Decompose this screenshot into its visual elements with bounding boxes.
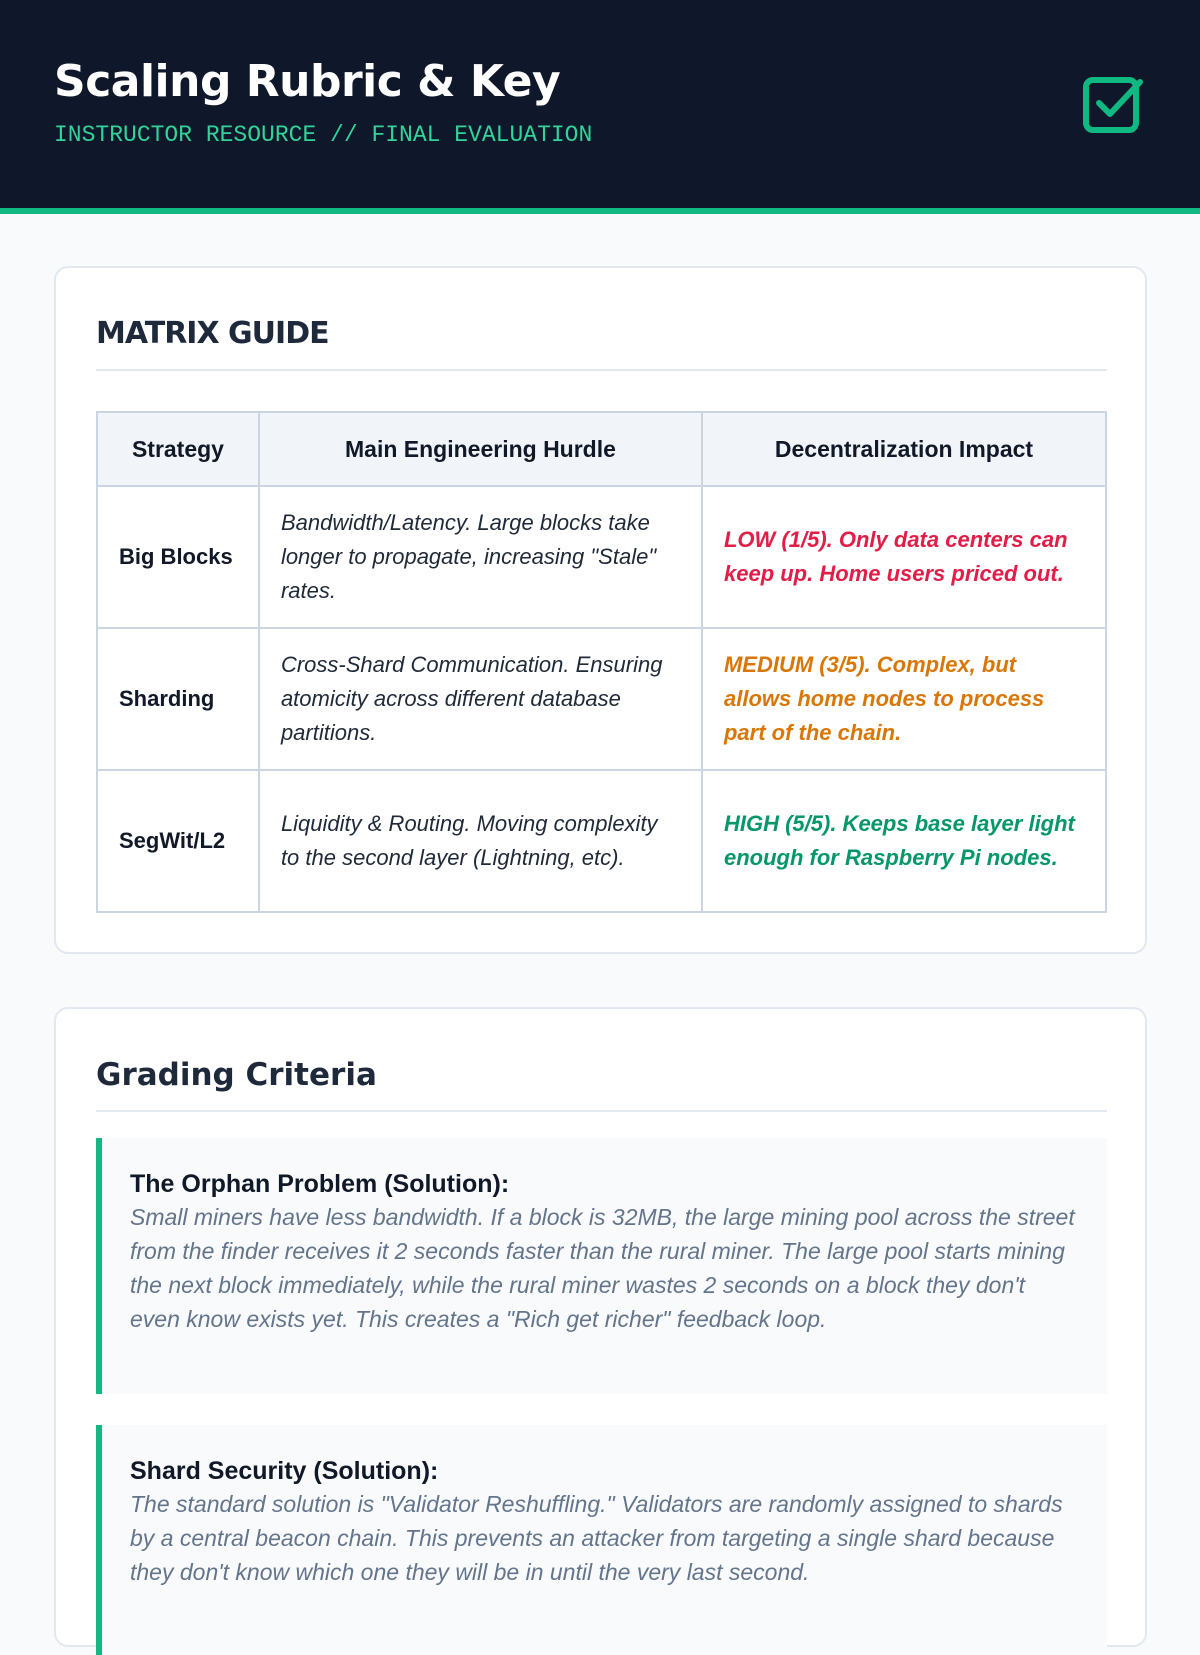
criterion-title: Shard Security (Solution):: [130, 1457, 439, 1485]
hurdle-cell: Bandwidth/Latency. Large blocks take longer to propagate, increasing "Stale" rates.: [259, 486, 702, 628]
strategy-cell: Big Blocks: [97, 486, 259, 628]
column-header-impact: Decentralization Impact: [702, 412, 1106, 486]
grading-criteria-title: Grading Criteria: [96, 1057, 377, 1093]
checkbox-checked-icon: [1080, 70, 1148, 138]
column-header-strategy: Strategy: [97, 412, 259, 486]
criterion-body: Small miners have less bandwidth. If a block is 32MB, the large mining pool across the street from the finder receives it 2 seconds faster than the rural miner. The large pool starts mining the next block immediately, while the rural miner wastes 2 seconds on a block they don't even know exists yet. This creates a "Rich get richer" feedback loop.: [130, 1204, 1075, 1332]
page-subtitle: INSTRUCTOR RESOURCE // FINAL EVALUATION: [54, 122, 593, 148]
matrix-table: [96, 411, 1107, 913]
impact-cell: MEDIUM (3/5). Complex, but allows home nodes to process part of the chain.: [702, 628, 1106, 770]
column-header-hurdle: Main Engineering Hurdle: [259, 412, 702, 486]
table-header-row: [97, 412, 1106, 486]
criterion-title: The Orphan Problem (Solution):: [130, 1170, 510, 1198]
hurdle-cell: Liquidity & Routing. Moving complexity to the second layer (Lightning, etc).: [259, 770, 702, 912]
table-row: [97, 628, 1106, 770]
table-row: [97, 770, 1106, 912]
criterion-block: [96, 1138, 1107, 1394]
strategy-cell: SegWit/L2: [97, 770, 259, 912]
grading-criteria-card: [54, 1007, 1147, 1647]
impact-cell: HIGH (5/5). Keeps base layer light enough for Raspberry Pi nodes.: [702, 770, 1106, 912]
hurdle-cell: Cross-Shard Communication. Ensuring atomicity across different database partitions.: [259, 628, 702, 770]
page-title: Scaling Rubric & Key: [54, 56, 561, 107]
divider: [96, 369, 1107, 371]
impact-cell: LOW (1/5). Only data centers can keep up. Home users priced out.: [702, 486, 1106, 628]
matrix-guide-card: [54, 266, 1147, 954]
criterion-block: [96, 1425, 1107, 1655]
strategy-cell: Sharding: [97, 628, 259, 770]
criterion-body: The standard solution is "Validator Reshuffling." Validators are randomly assigned to shards by a central beacon chain. This prevents an attacker from targeting a single shard because they don't know which one they will be in until the very last second.: [130, 1491, 1063, 1585]
page-header: [0, 0, 1200, 214]
divider: [96, 1110, 1107, 1112]
matrix-guide-title: MATRIX GUIDE: [96, 316, 329, 351]
table-row: [97, 486, 1106, 628]
